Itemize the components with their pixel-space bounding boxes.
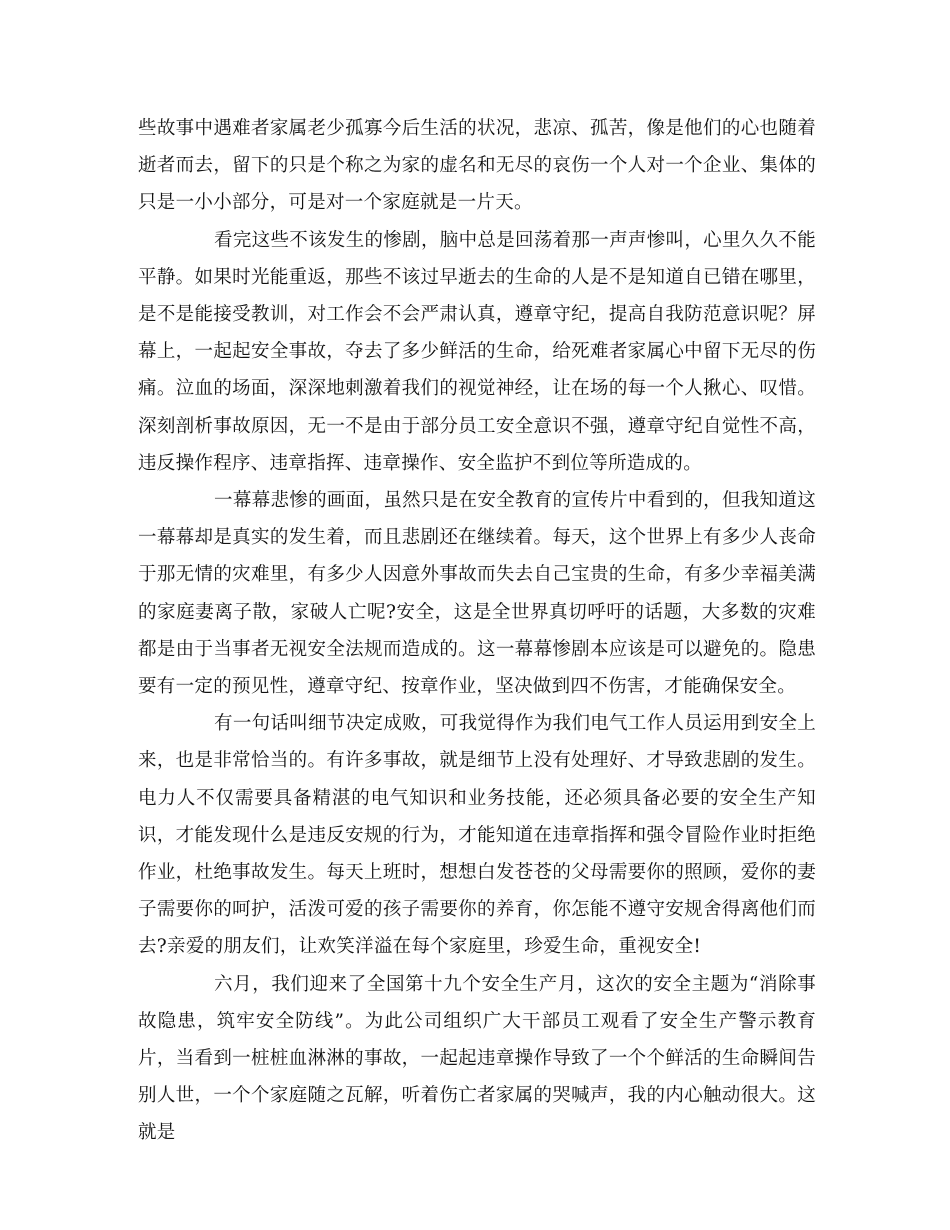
- paragraph-1: 些故事中遇难者家属老少孤寡今后生活的状况，悲凉、孤苦，像是他们的心也随着逝者而去，留下的只是个称之为家的虚名和无尽的哀伤一个人对一个企业、集体的只是一小小部分，可是对一个家庭就是一片天。: [138, 118, 816, 214]
- body-text: [138, 110, 816, 1152]
- paragraph-5: 六月，我们迎来了全国第十九个安全生产月，这次的安全主题为“消除事故隐患，筑牢安全防线”。为此公司组织广大干部员工观看了安全生产警示教育片，当看到一桩桩血淋淋的事故，一起起违章操作导致了一个个鲜活的生命瞬间告别人世，一个个家庭随之瓦解，听着伤亡者家属的哭喊声，我的内心触动很大。这就是: [138, 973, 816, 1144]
- paragraph-2: 看完这些不该发生的惨剧，脑中总是回荡着那一声声惨叫，心里久久不能平静。如果时光能重返，那些不该过早逝去的生命的人是不是知道自已错在哪里，是不是能接受教训，对工作会不会严肃认真，遵章守纪，提高自我防范意识呢？屏幕上，一起起安全事故，夺去了多少鲜活的生命，给死难者家属心中留下无尽的伤痛。泣血的场面，深深地刺激着我们的视觉神经，让在场的每一个人揪心、叹惜。深刻剖析事故原因，无一不是由于部分员工安全意识不强，遵章守纪自觉性不高，违反操作程序、违章指挥、违章操作、安全监护不到位等所造成的。: [138, 229, 816, 474]
- paragraph-3: 一幕幕悲惨的画面，虽然只是在安全教育的宣传片中看到的，但我知道这一幕幕却是真实的发生着，而且悲剧还在继续着。每天，这个世界上有多少人丧命于那无情的灾难里，有多少人因意外事故而失去自己宝贵的生命，有多少幸福美满的家庭妻离子散，家破人亡呢?安全，这是全世界真切呼吁的话题，大多数的灾难都是由于当事者无视安全法规而造成的。这一幕幕惨剧本应该是可以避免的。隐患要有一定的预见性，遵章守纪、按章作业，坚决做到四不伤害，才能确保安全。: [138, 490, 816, 698]
- paragraph-4: 有一句话叫细节决定成败，可我觉得作为我们电气工作人员运用到安全上来，也是非常恰当的。有许多事故，就是细节上没有处理好、才导致悲剧的发生。电力人不仅需要具备精湛的电气知识和业务技能，还必须具备必要的安全生产知识，才能发现什么是违反安规的行为，才能知道在违章指挥和强令冒险作业时拒绝作业，杜绝事故发生。每天上班时，想想白发苍苍的父母需要你的照顾，爱你的妻子需要你的呵护，活泼可爱的孩子需要你的养育，你怎能不遵守安规舍得离他们而去?亲爱的朋友们，让欢笑洋溢在每个家庭里，珍爱生命，重视安全!: [138, 713, 816, 958]
